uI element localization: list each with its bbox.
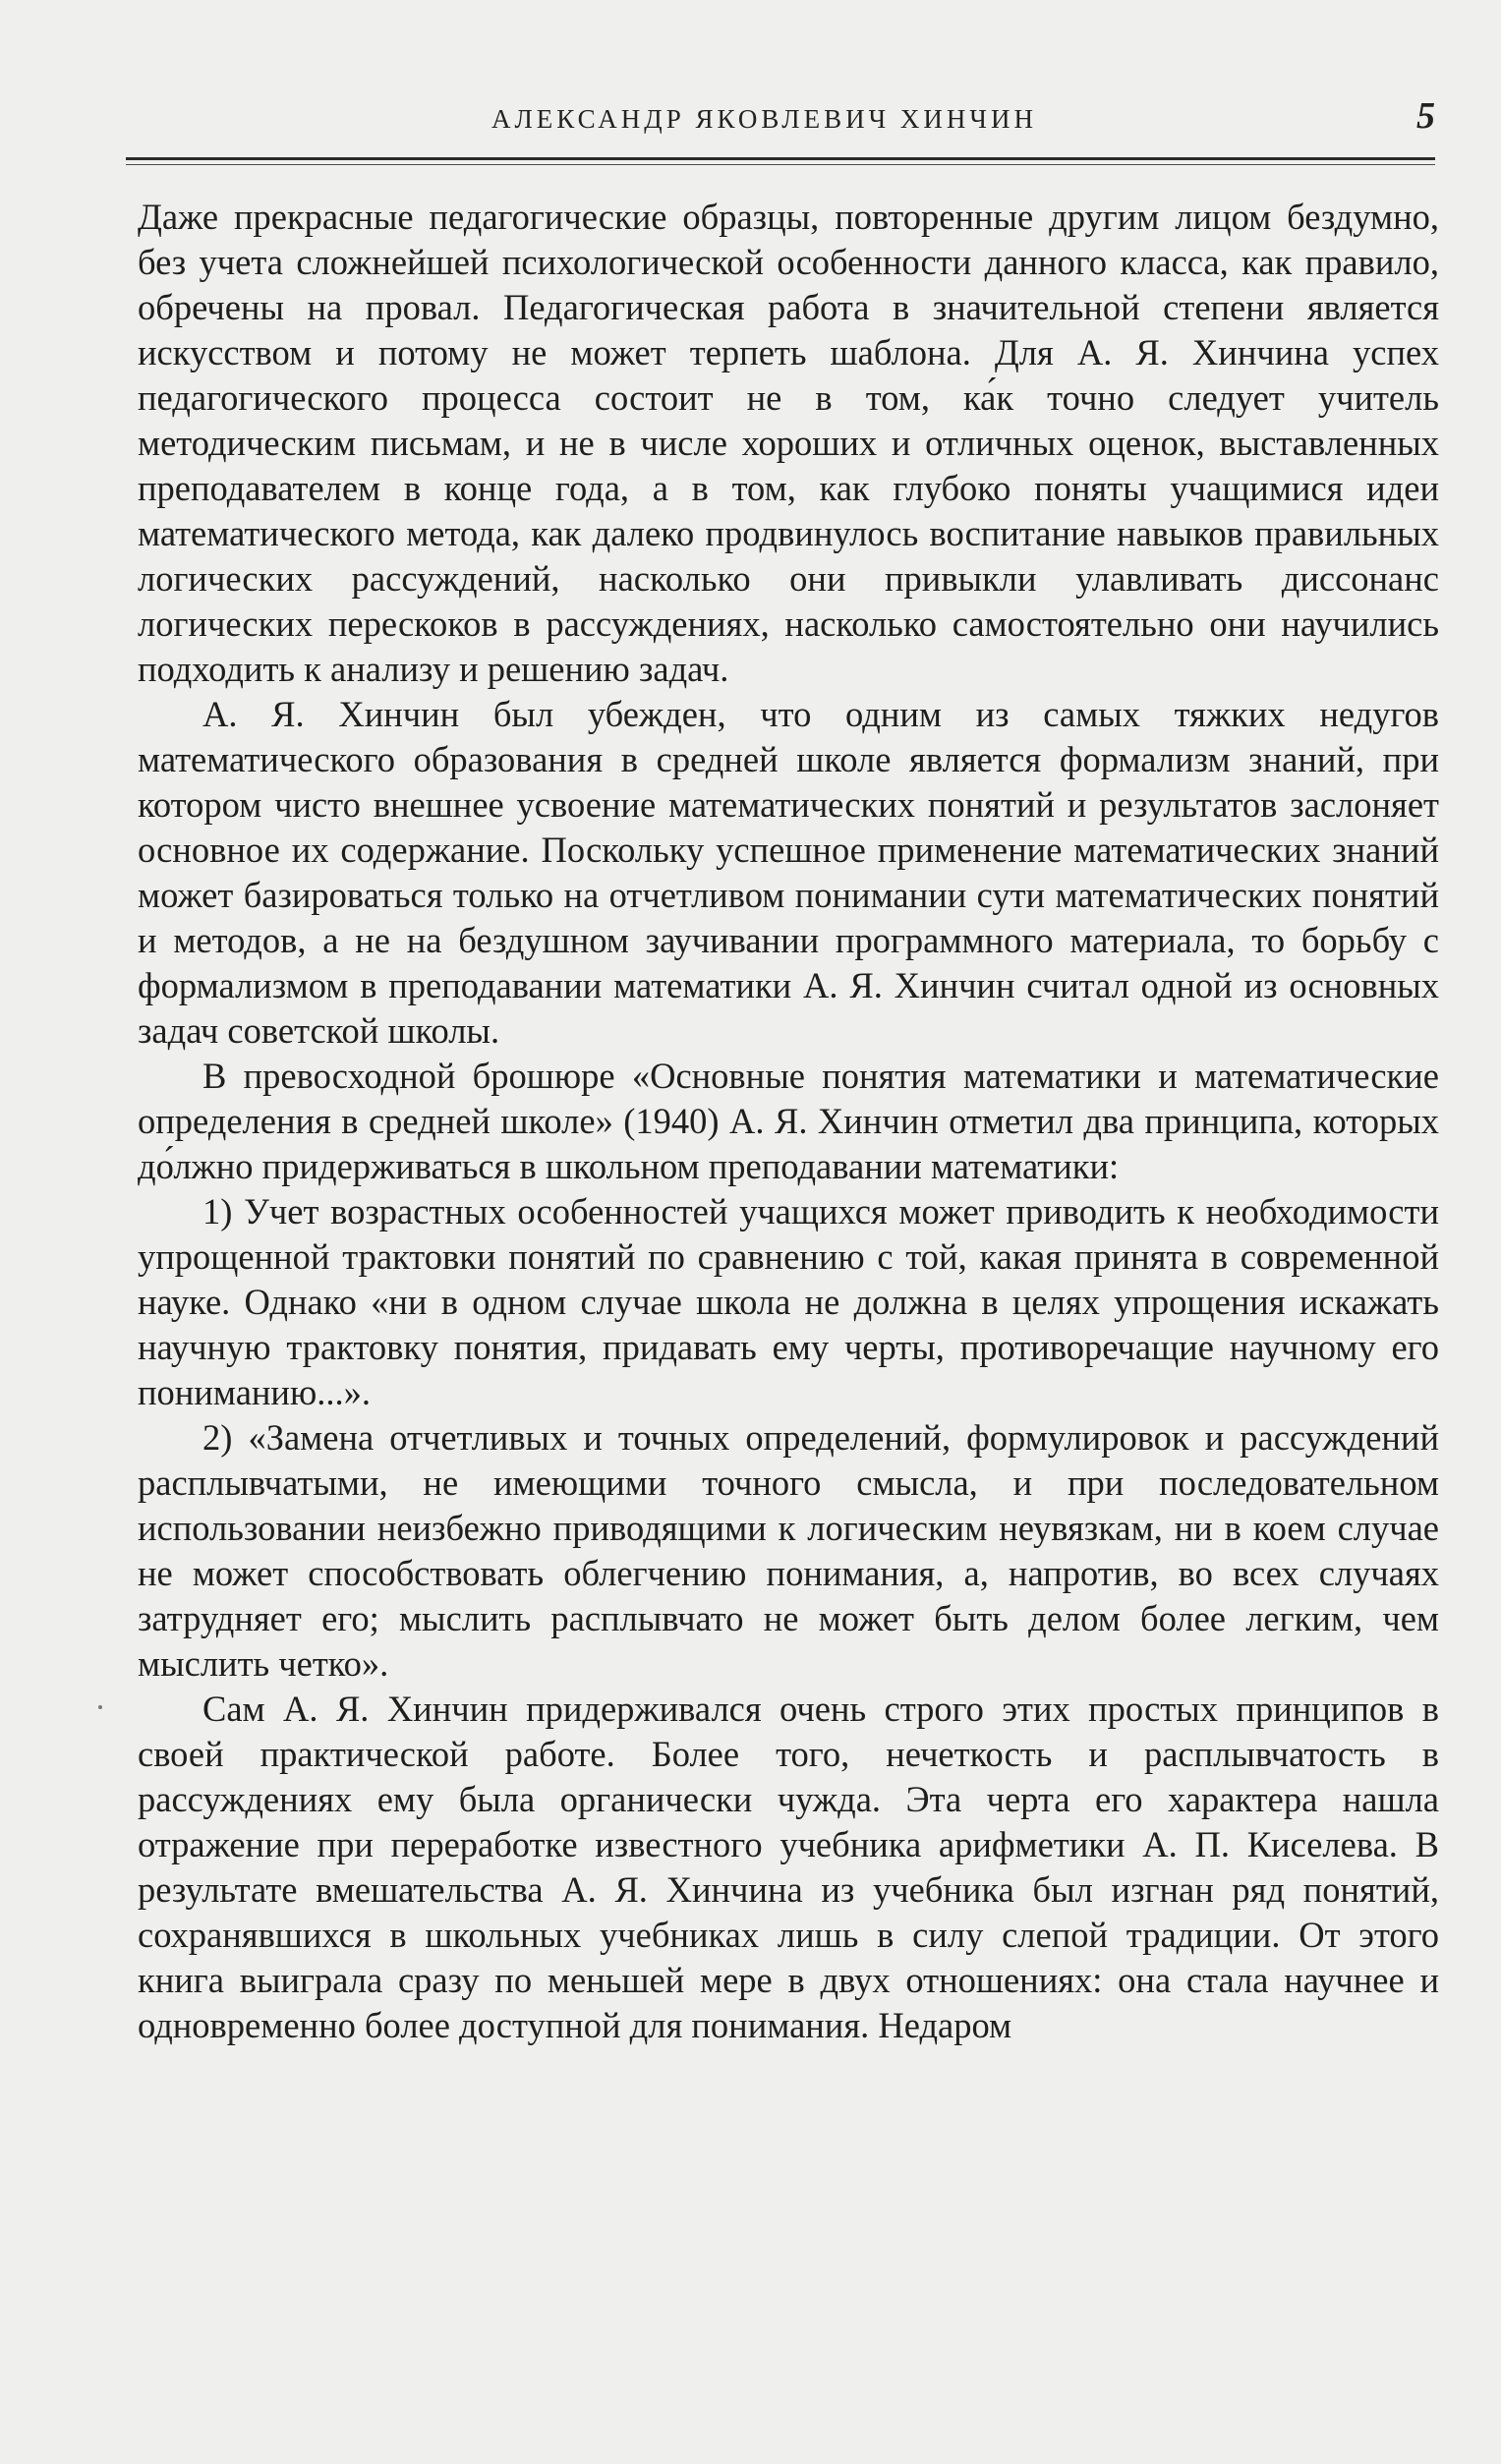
paragraph-4: 1) Учет возрастных особенностей учащихся может приводить к необходимости упрощенной трактовки понятий по сравнению с той, какая принята в современной науке. Однако «ни в одном случае школа не должна в целях упрощения искажать научную трактовку понятия, придавать ему черты, противоречащие научному его пониманию...».: [138, 1191, 1439, 1412]
running-title: АЛЕКСАНДР ЯКОВЛЕВИЧ ХИНЧИН: [491, 104, 1037, 134]
paragraph-2: А. Я. Хинчин был убежден, что одним из самых тяжких недугов математического образования в средней школе является формализм знаний, при котором чисто внешнее усвоение математических понятий и результатов заслоняет основное их содержание. Поскольку успешное применение математических знаний может базироваться только на отчетливом понимании сути математических понятий и методов, а не на бездушном заучивании программного материала, то борьбу с формализмом в преподавании математики А. Я. Хинчин считал одной из основных задач советской школы.: [138, 694, 1439, 1051]
paragraph-5: 2) «Замена отчетливых и точных определений, формулировок и рассуждений расплывчатыми, не имеющими точного смысла, и при последовательном использовании неизбежно приводящими к логическим неувязкам, ни в коем случае не может способствовать облегчению понимания, а, напротив, во всех случаях затрудняет его; мыслить расплывчато не может быть делом более легким, чем мыслить четко».: [138, 1417, 1439, 1684]
page-header: [126, 94, 1435, 153]
body-text: [138, 195, 1439, 2048]
paragraph-6: Сам А. Я. Хинчин придерживался очень строго этих простых принципов в своей практической работе. Более того, нечеткость и расплывчатость в рассуждениях ему была органически чужда. Эта черта его характера нашла отражение при переработке известного учебника арифметики А. П. Киселева. В результате вмешательства А. Я. Хинчина из учебника был изгнан ряд понятий, сохранявшихся в школьных учебниках лишь в силу слепой традиции. От этого книга выиграла сразу по меньшей мере в двух отношениях: она стала научнее и одновременно более доступной для понимания. Недаром: [138, 1689, 1439, 2045]
margin-speck: [98, 1705, 102, 1709]
page-number: 5: [1416, 95, 1435, 137]
paragraph-1: Даже прекрасные педагогические образцы, повторенные другим лицом бездумно, без учета сложнейшей психологической особенности данного класса, как правило, обречены на провал. Педагогическая работа в значительной степени является искусством и потому не может терпеть шаблона. Для А. Я. Хинчина успех педагогического процесса состоит не в том, ка́к точно следует учитель методическим письмам, и не в числе хороших и отличных оценок, выставленных преподавателем в конце года, а в том, как глубоко поняты учащимися идеи математического метода, как далеко продвинулось воспитание навыков правильных логических рассуждений, насколько они привыкли улавливать диссонанс логических перескоков в рассуждениях, насколько самостоятельно они научились подходить к анализу и решению задач.: [138, 197, 1439, 689]
header-rule: [126, 157, 1435, 160]
header-rule-thin: [126, 164, 1435, 165]
paragraph-3: В превосходной брошюре «Основные понятия математики и математические определения в средней школе» (1940) А. Я. Хинчин отметил два принципа, которых до́лжно придерживаться в школьном преподавании математики:: [138, 1056, 1439, 1186]
